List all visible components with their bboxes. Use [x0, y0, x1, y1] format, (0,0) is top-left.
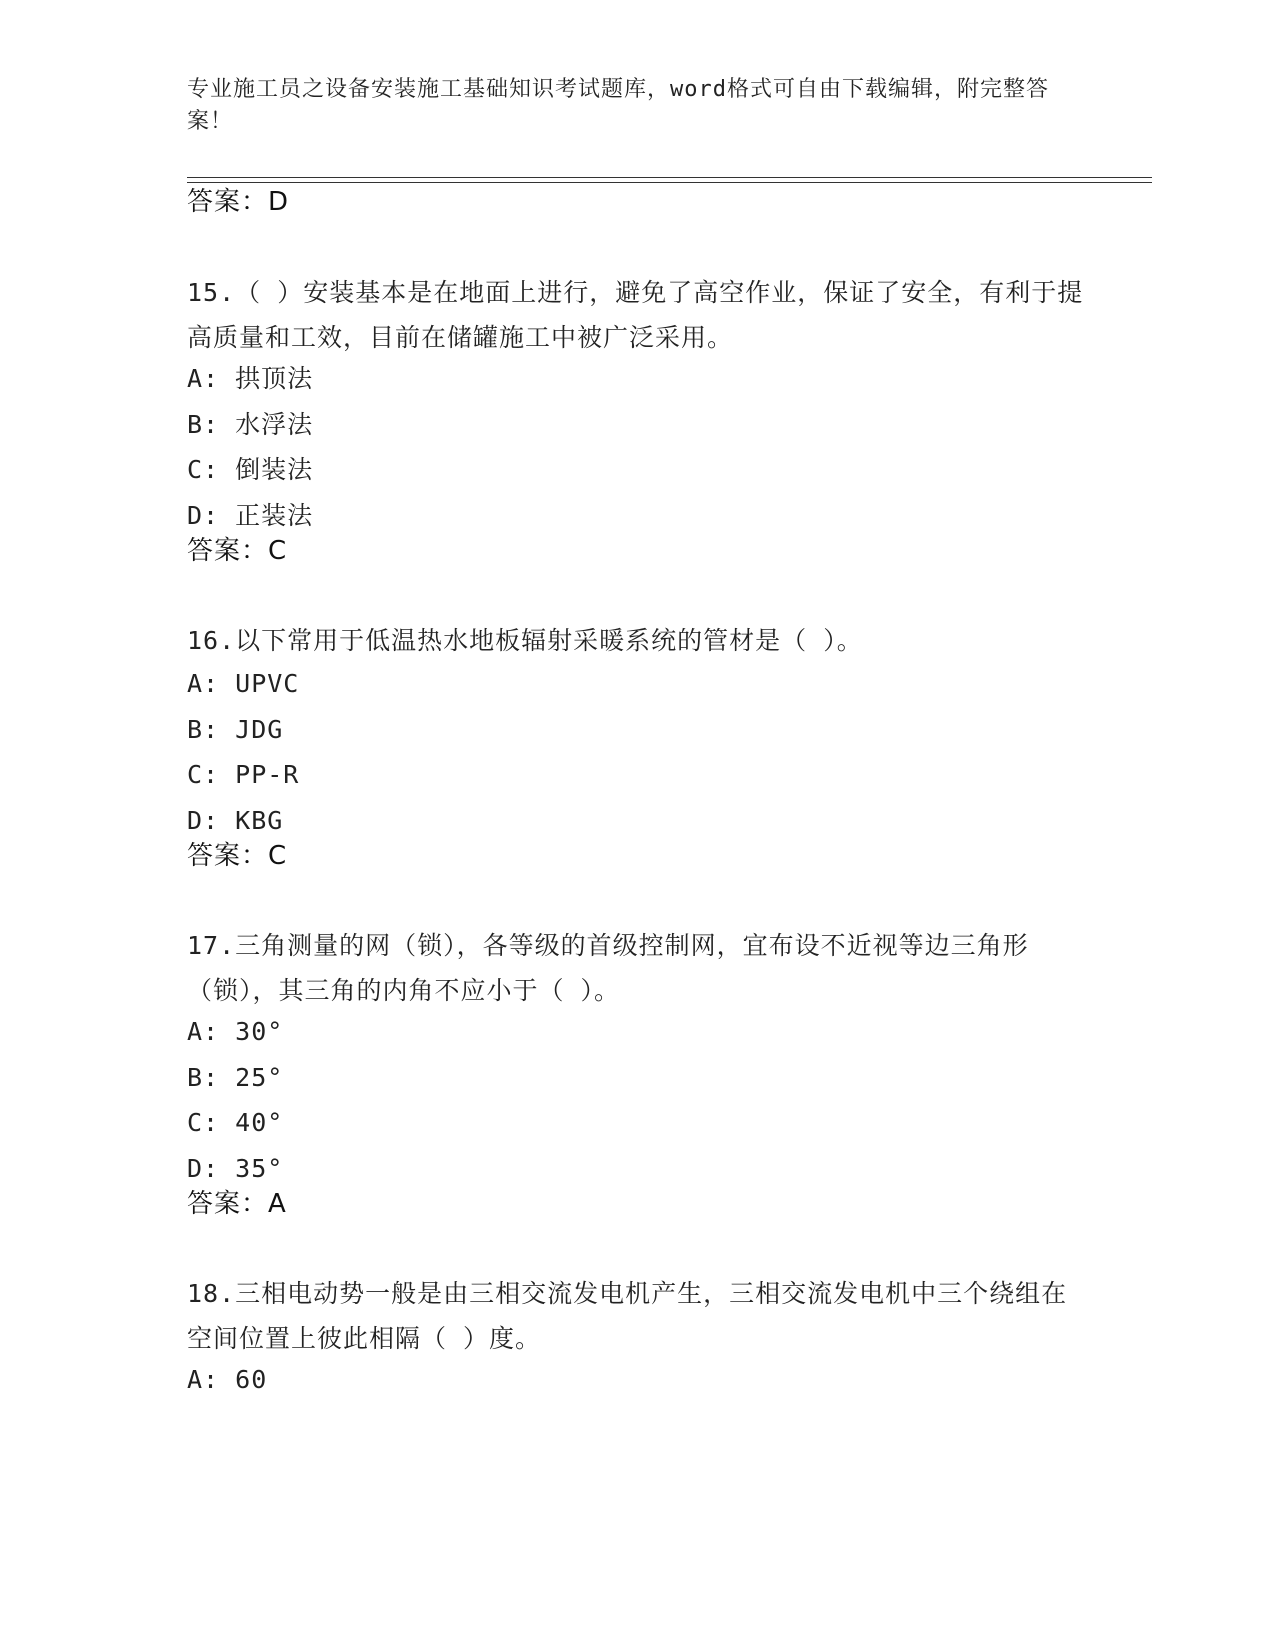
option-a: A: 30° — [187, 1017, 284, 1046]
option-b: B: 水浮法 — [187, 409, 314, 439]
question-16-options — [187, 661, 299, 843]
option-c: C: 倒装法 — [187, 455, 314, 484]
option-c: C: 40° — [187, 1108, 284, 1137]
answer-line-14: 答案：D — [187, 187, 290, 217]
header-divider-top — [187, 177, 1152, 178]
header-divider-bottom — [187, 182, 1152, 183]
option-d: D: 正装法 — [187, 500, 314, 530]
question-15-options — [187, 356, 313, 538]
option-a: A: 拱顶法 — [187, 364, 314, 393]
answer-line-16: 答案：C — [187, 841, 288, 871]
option-d: D: 35° — [187, 1153, 284, 1183]
option-b: B: JDG — [187, 714, 284, 744]
answer-line-17: 答案：A — [187, 1189, 287, 1219]
question-15-text: 15.（ ）安装基本是在地面上进行，避免了高空作业，保证了安全，有利于提高质量和工效，目前在储罐施工中被广泛采用。 — [187, 278, 1084, 352]
question-17-options — [187, 1009, 283, 1191]
question-16-text: 16.以下常用于低温热水地板辐射采暖系统的管材是（ ）。 — [187, 626, 863, 655]
answer-line-15: 答案：C — [187, 536, 288, 566]
question-17-text: 17.三角测量的网（锁），各等级的首级控制网，宜布设不近视等边三角形（锁），其三角的内角不应小于（ ）。 — [187, 931, 1029, 1005]
document-header: 专业施工员之设备安装施工基础知识考试题库，word格式可自由下载编辑，附完整答案！ — [187, 77, 1049, 134]
question-18-options — [187, 1357, 267, 1403]
option-b: B: 25° — [187, 1062, 284, 1092]
question-18-text: 18.三相电动势一般是由三相交流发电机产生，三相交流发电机中三个绕组在空间位置上彼此相隔（ ）度。 — [187, 1279, 1068, 1353]
option-a: A: UPVC — [187, 669, 300, 698]
option-c: C: PP-R — [187, 760, 300, 789]
option-a: A: 60 — [187, 1365, 268, 1394]
option-d: D: KBG — [187, 805, 284, 835]
